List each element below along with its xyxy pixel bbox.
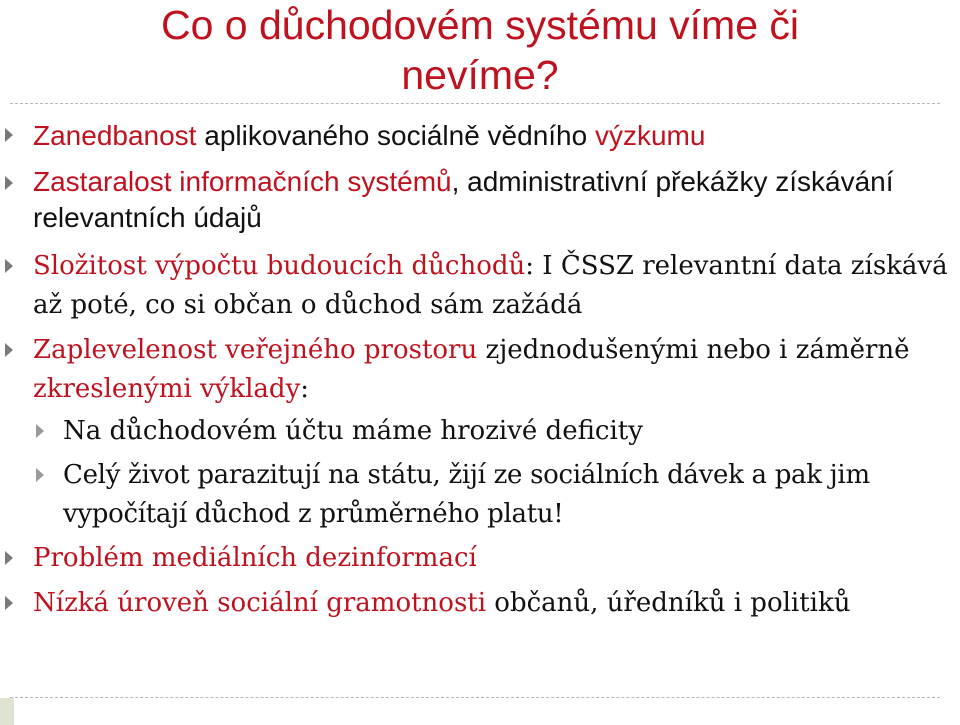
- bullet-item-1: [0, 116, 960, 157]
- bullet-6-emphasis: Nízká úroveň sociální gramotnosti: [33, 588, 487, 618]
- slide-title-line1: Co o důchodovém systému víme či: [160, 2, 800, 48]
- bullet-4-emphasis: Zaplevelenost veřejného prostoru: [33, 335, 478, 365]
- bullet-5-text: Problém mediálních dezinformací: [33, 543, 477, 573]
- triangle-right-icon: [5, 259, 13, 273]
- footer-divider: [10, 697, 940, 698]
- bullet-item-6: [0, 584, 960, 623]
- bullet-1-emphasis-2: výzkumu: [594, 120, 706, 151]
- slide-title: [0, 0, 960, 100]
- triangle-right-icon: [5, 596, 13, 610]
- bullet-item-5: [0, 539, 960, 578]
- triangle-right-icon: [36, 424, 44, 438]
- bullet-4-emphasis-2: zkreslenými výklady: [33, 374, 301, 404]
- triangle-right-icon: [5, 551, 13, 565]
- slide-title-line2: nevíme?: [401, 52, 559, 98]
- corner-decoration: [0, 698, 14, 725]
- bullet-3-text: : I ČSSZ relevantní data získává až poté, co si občan o důchod sám zažádá: [33, 251, 948, 320]
- sub-bullet-4a-text: Na důchodovém účtu máme hrozivé deficity: [63, 416, 643, 446]
- bullet-3-emphasis: Složitost výpočtu budoucích důchodů: [33, 251, 526, 281]
- sub-bullet-item-4a: [0, 412, 960, 451]
- bullet-6-text: občanů, úředníků i politiků: [486, 588, 851, 618]
- bullet-2-emphasis: Zastaralost informačních systémů: [33, 166, 452, 197]
- bullet-4-text: zjednodušenými nebo i záměrně: [477, 335, 910, 365]
- triangle-right-icon: [5, 343, 13, 357]
- bullet-item-2: [0, 164, 960, 236]
- bullet-list: [0, 116, 960, 631]
- bullet-item-4: [0, 331, 960, 409]
- title-divider: [10, 103, 940, 104]
- triangle-right-icon: [5, 128, 13, 142]
- bullet-2-text: , administrativní překážky získávání relevantních údajů: [33, 166, 894, 233]
- triangle-right-icon: [36, 468, 44, 482]
- bullet-item-3: [0, 247, 960, 325]
- bullet-1-emphasis: Zanedbanost: [33, 120, 197, 151]
- bullet-4-colon: :: [300, 374, 310, 404]
- bullet-1-text: aplikovaného sociálně vědního: [196, 120, 595, 151]
- triangle-right-icon: [5, 176, 13, 190]
- sub-bullet-item-4b: [0, 456, 960, 534]
- sub-bullet-4b-text: Celý život parazitují na státu, žijí ze sociálních dávek a pak jim vypočítají důchod z průměrného platu!: [63, 460, 870, 529]
